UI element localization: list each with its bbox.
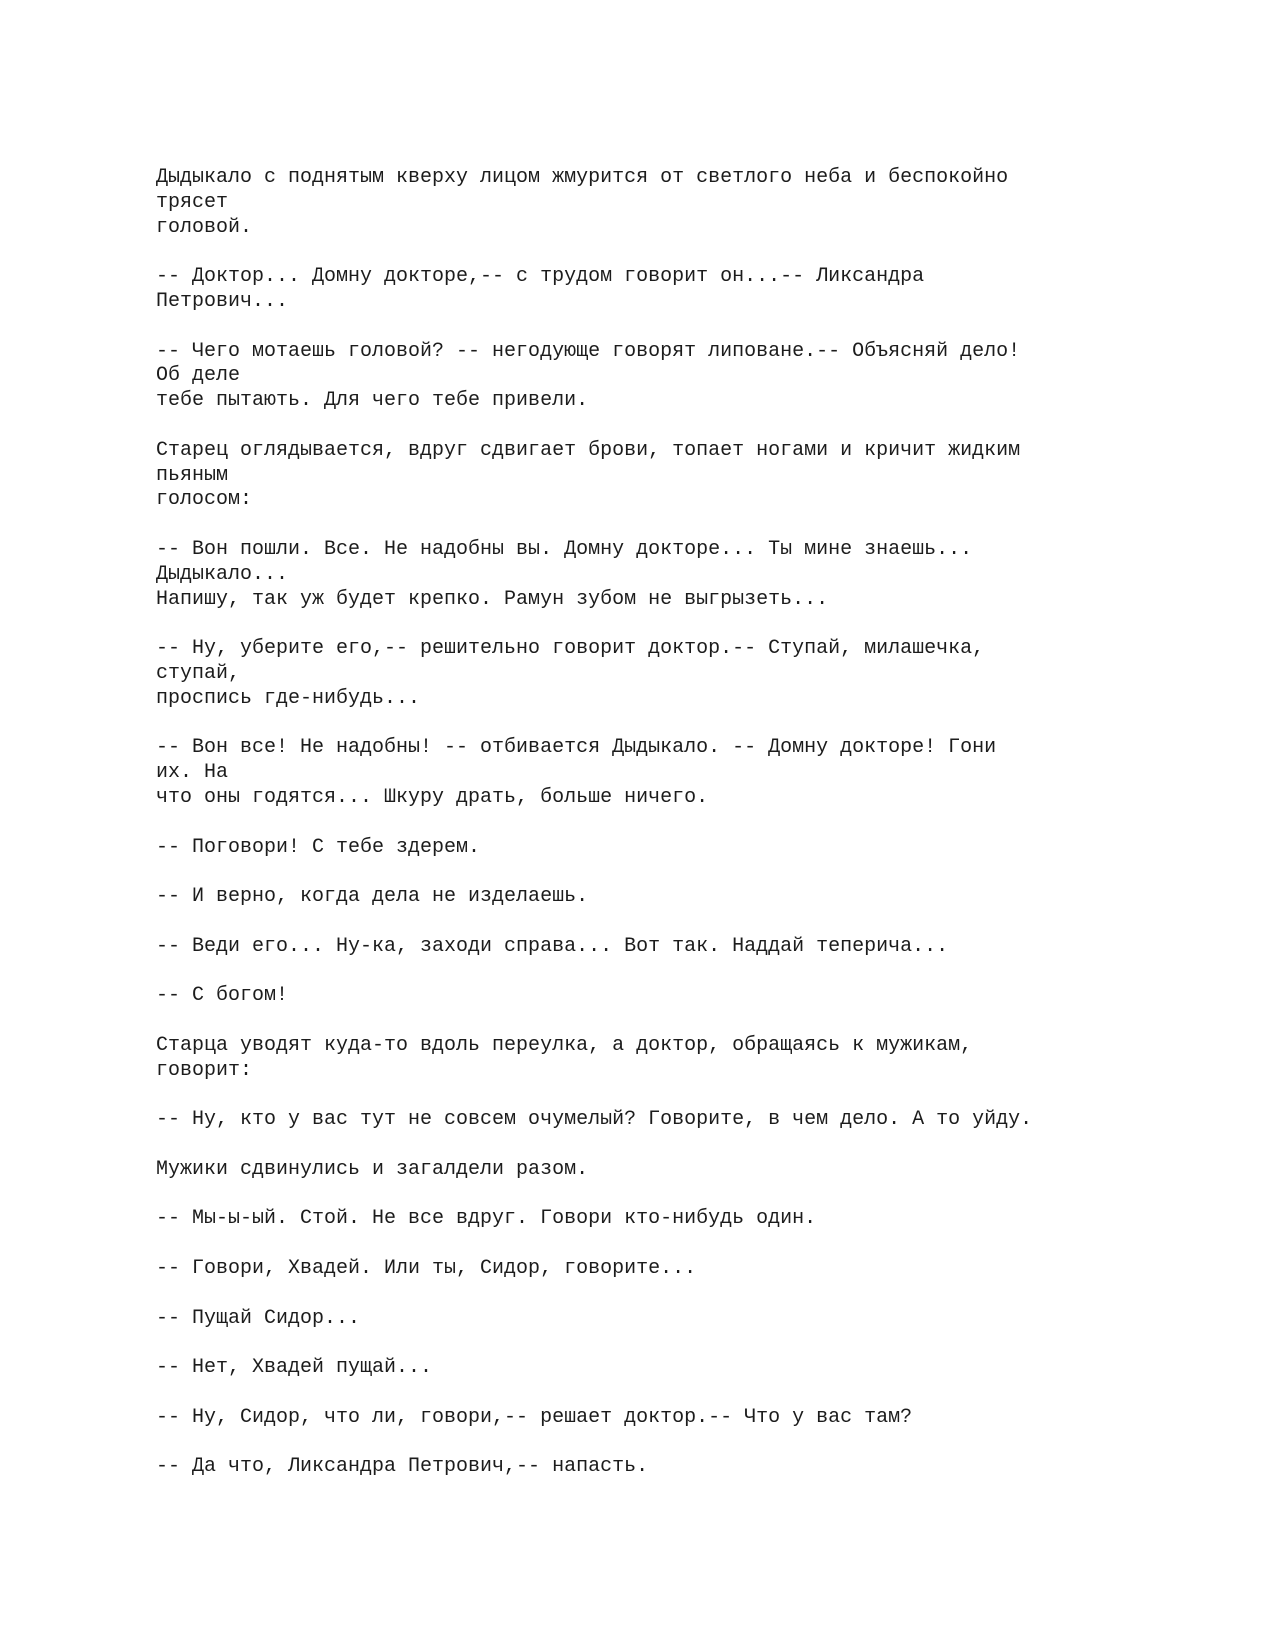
- text-line: -- И верно, когда дела не изделаешь.: [156, 885, 589, 909]
- paragraph: [156, 1307, 1216, 1332]
- paragraph: [156, 984, 1216, 1009]
- text-line: -- Ну, уберите его,-- решительно говорит доктор.-- Ступай, милашечка,: [156, 637, 985, 661]
- text-line: Дыдыкало с поднятым кверху лицом жмурится от светлого неба и беспокойно: [156, 166, 1009, 189]
- paragraph: [156, 1257, 1216, 1282]
- paragraph: [156, 1406, 1216, 1431]
- text-line: -- Да что, Ликсандра Петрович,-- напасть.: [156, 1455, 649, 1479]
- paragraph: [156, 736, 1216, 810]
- text-line: -- Веди его... Ну-ка, заходи справа... Вот так. Наддай теперича...: [156, 934, 949, 958]
- text-line: -- С богом!: [156, 984, 289, 1008]
- paragraph: [156, 1034, 1216, 1084]
- text-line: головой.: [156, 215, 253, 239]
- text-line: что оны годятся... Шкуру драть, больше ничего.: [156, 785, 709, 809]
- text-line: Старец оглядывается, вдруг сдвигает брови, топает ногами и кричит жидким: [156, 438, 1021, 462]
- text-line: -- Ну, кто у вас тут не совсем очумелый? Говорите, в чем дело. А то уйду.: [156, 1108, 1033, 1132]
- text-line: трясет: [156, 190, 229, 214]
- paragraph: [156, 836, 1216, 861]
- text-line: Дыдыкало...: [156, 562, 289, 586]
- text-line: -- Ну, Сидор, что ли, говори,-- решает доктор.-- Что у вас там?: [156, 1405, 913, 1429]
- text-line: -- Нет, Хвадей пущай...: [156, 1356, 433, 1380]
- text-line: Напишу, так уж будет крепко. Рамун зубом не выгрызеть...: [156, 587, 829, 611]
- text-line: -- Чего мотаешь головой? -- негодующе говорят липоване.-- Объясняй дело!: [156, 339, 1021, 363]
- text-line: -- Поговори! С тебе здерем.: [156, 835, 481, 859]
- text-line: говорит:: [156, 1058, 253, 1082]
- paragraph: [156, 1356, 1216, 1381]
- text-line: голосом:: [156, 488, 253, 512]
- text-line: -- Вон все! Не надобны! -- отбивается Дыдыкало. -- Домну докторе! Гони: [156, 736, 997, 760]
- text-line: их. На: [156, 761, 229, 785]
- text-line: Старца уводят куда-то вдоль переулка, а доктор, обращаясь к мужикам,: [156, 1033, 973, 1057]
- text-line: проспись где-нибудь...: [156, 686, 421, 710]
- paragraph: [156, 166, 1216, 240]
- paragraph: [156, 1455, 1216, 1480]
- text-line: Петрович...: [156, 289, 289, 313]
- text-line: пьяным: [156, 463, 229, 487]
- text-line: Мужики сдвинулись и загалдели разом.: [156, 1157, 589, 1181]
- text-line: тебе пытають. Для чего тебе привели.: [156, 389, 589, 413]
- paragraph: [156, 885, 1216, 910]
- text-line: Об деле: [156, 364, 241, 388]
- paragraph: [156, 265, 1216, 315]
- paragraph: [156, 1207, 1216, 1232]
- text-line: -- Говори, Хвадей. Или ты, Сидор, говорите...: [156, 1257, 697, 1281]
- paragraph: [156, 340, 1216, 414]
- text-line: -- Доктор... Домну докторе,-- с трудом говорит он...-- Ликсандра: [156, 265, 925, 289]
- paragraph: [156, 1108, 1216, 1133]
- text-line: ступай,: [156, 661, 241, 685]
- paragraph: [156, 1158, 1216, 1183]
- paragraph: [156, 935, 1216, 960]
- paragraph: [156, 538, 1216, 612]
- text-line: -- Мы-ы-ый. Стой. Не все вдруг. Говори кто-нибудь один.: [156, 1207, 817, 1231]
- paragraph: [156, 637, 1216, 711]
- document-body: [156, 166, 1216, 1480]
- text-line: -- Пущай Сидор...: [156, 1306, 361, 1330]
- text-line: -- Вон пошли. Все. Не надобны вы. Домну докторе... Ты мине знаешь...: [156, 537, 973, 561]
- paragraph: [156, 439, 1216, 513]
